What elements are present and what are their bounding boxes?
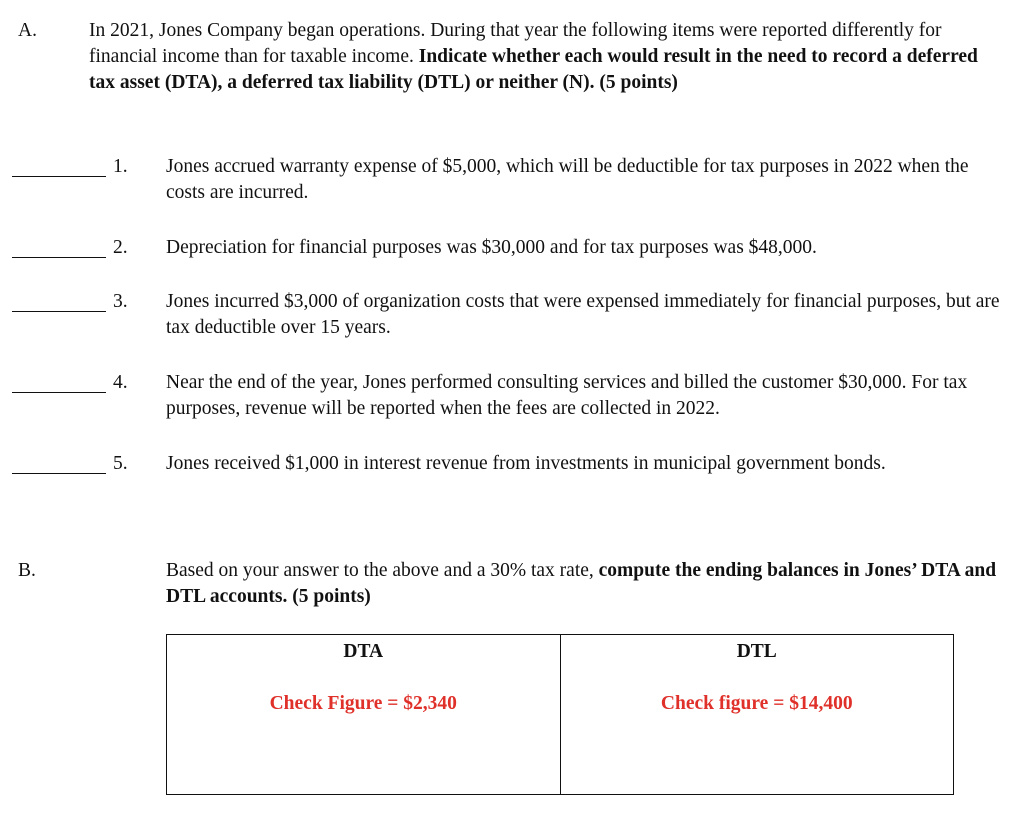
item-text-2: Depreciation for financial purposes was $30,000 and for tax purposes was $48,000. [166, 237, 817, 258]
dtl-cell[interactable] [560, 635, 954, 794]
item-text-1: Jones accrued warranty expense of $5,000, which will be deductible for tax purposes in 2022 when the costs are incurred. [166, 156, 969, 203]
section-b-intro [166, 558, 1006, 610]
dta-header: DTA [343, 641, 384, 662]
answer-blank-3[interactable] [12, 311, 106, 312]
answer-blank-1[interactable] [12, 176, 106, 177]
item-number-4: 4. [113, 372, 128, 393]
dtl-header: DTL [736, 641, 777, 662]
section-a-intro-bold: Indicate whether each would result in the need to record a deferred tax asset (DTA), a deferred tax liability (DTL) or neither (N). (5 points) [89, 46, 978, 93]
section-a-intro-text: In 2021, Jones Company began operations. During that year the following items were reported differently for financial income than for taxable income. [89, 20, 942, 67]
dtl-check-figure: Check figure = $14,400 [660, 693, 853, 714]
answer-blank-5[interactable] [12, 473, 106, 474]
item-text-5: Jones received $1,000 in interest revenue from investments in municipal government bonds. [166, 453, 886, 474]
item-number-5: 5. [113, 453, 128, 474]
item-text-4: Near the end of the year, Jones performed consulting services and billed the customer $30,000. For tax purposes, revenue will be reported when the fees are collected in 2022. [166, 372, 968, 419]
section-b-letter: B. [18, 560, 36, 581]
section-a-intro [89, 18, 999, 96]
item-text-3: Jones incurred $3,000 of organization costs that were expensed immediately for financial purposes, but are tax deductible over 15 years. [166, 291, 1000, 338]
balances-table [166, 634, 954, 795]
section-b-intro-bold: compute the ending balances in Jones’ DTA and DTL accounts. (5 points) [166, 560, 997, 607]
dta-check-figure: Check Figure = $2,340 [269, 693, 457, 714]
section-b-intro-text: Based on your answer to the above and a 30% tax rate, [166, 560, 594, 581]
dta-cell[interactable] [167, 635, 560, 794]
item-number-3: 3. [113, 291, 128, 312]
section-a-letter: A. [18, 20, 37, 41]
item-number-2: 2. [113, 237, 128, 258]
answer-blank-4[interactable] [12, 392, 106, 393]
answer-blank-2[interactable] [12, 257, 106, 258]
item-number-1: 1. [113, 156, 128, 177]
